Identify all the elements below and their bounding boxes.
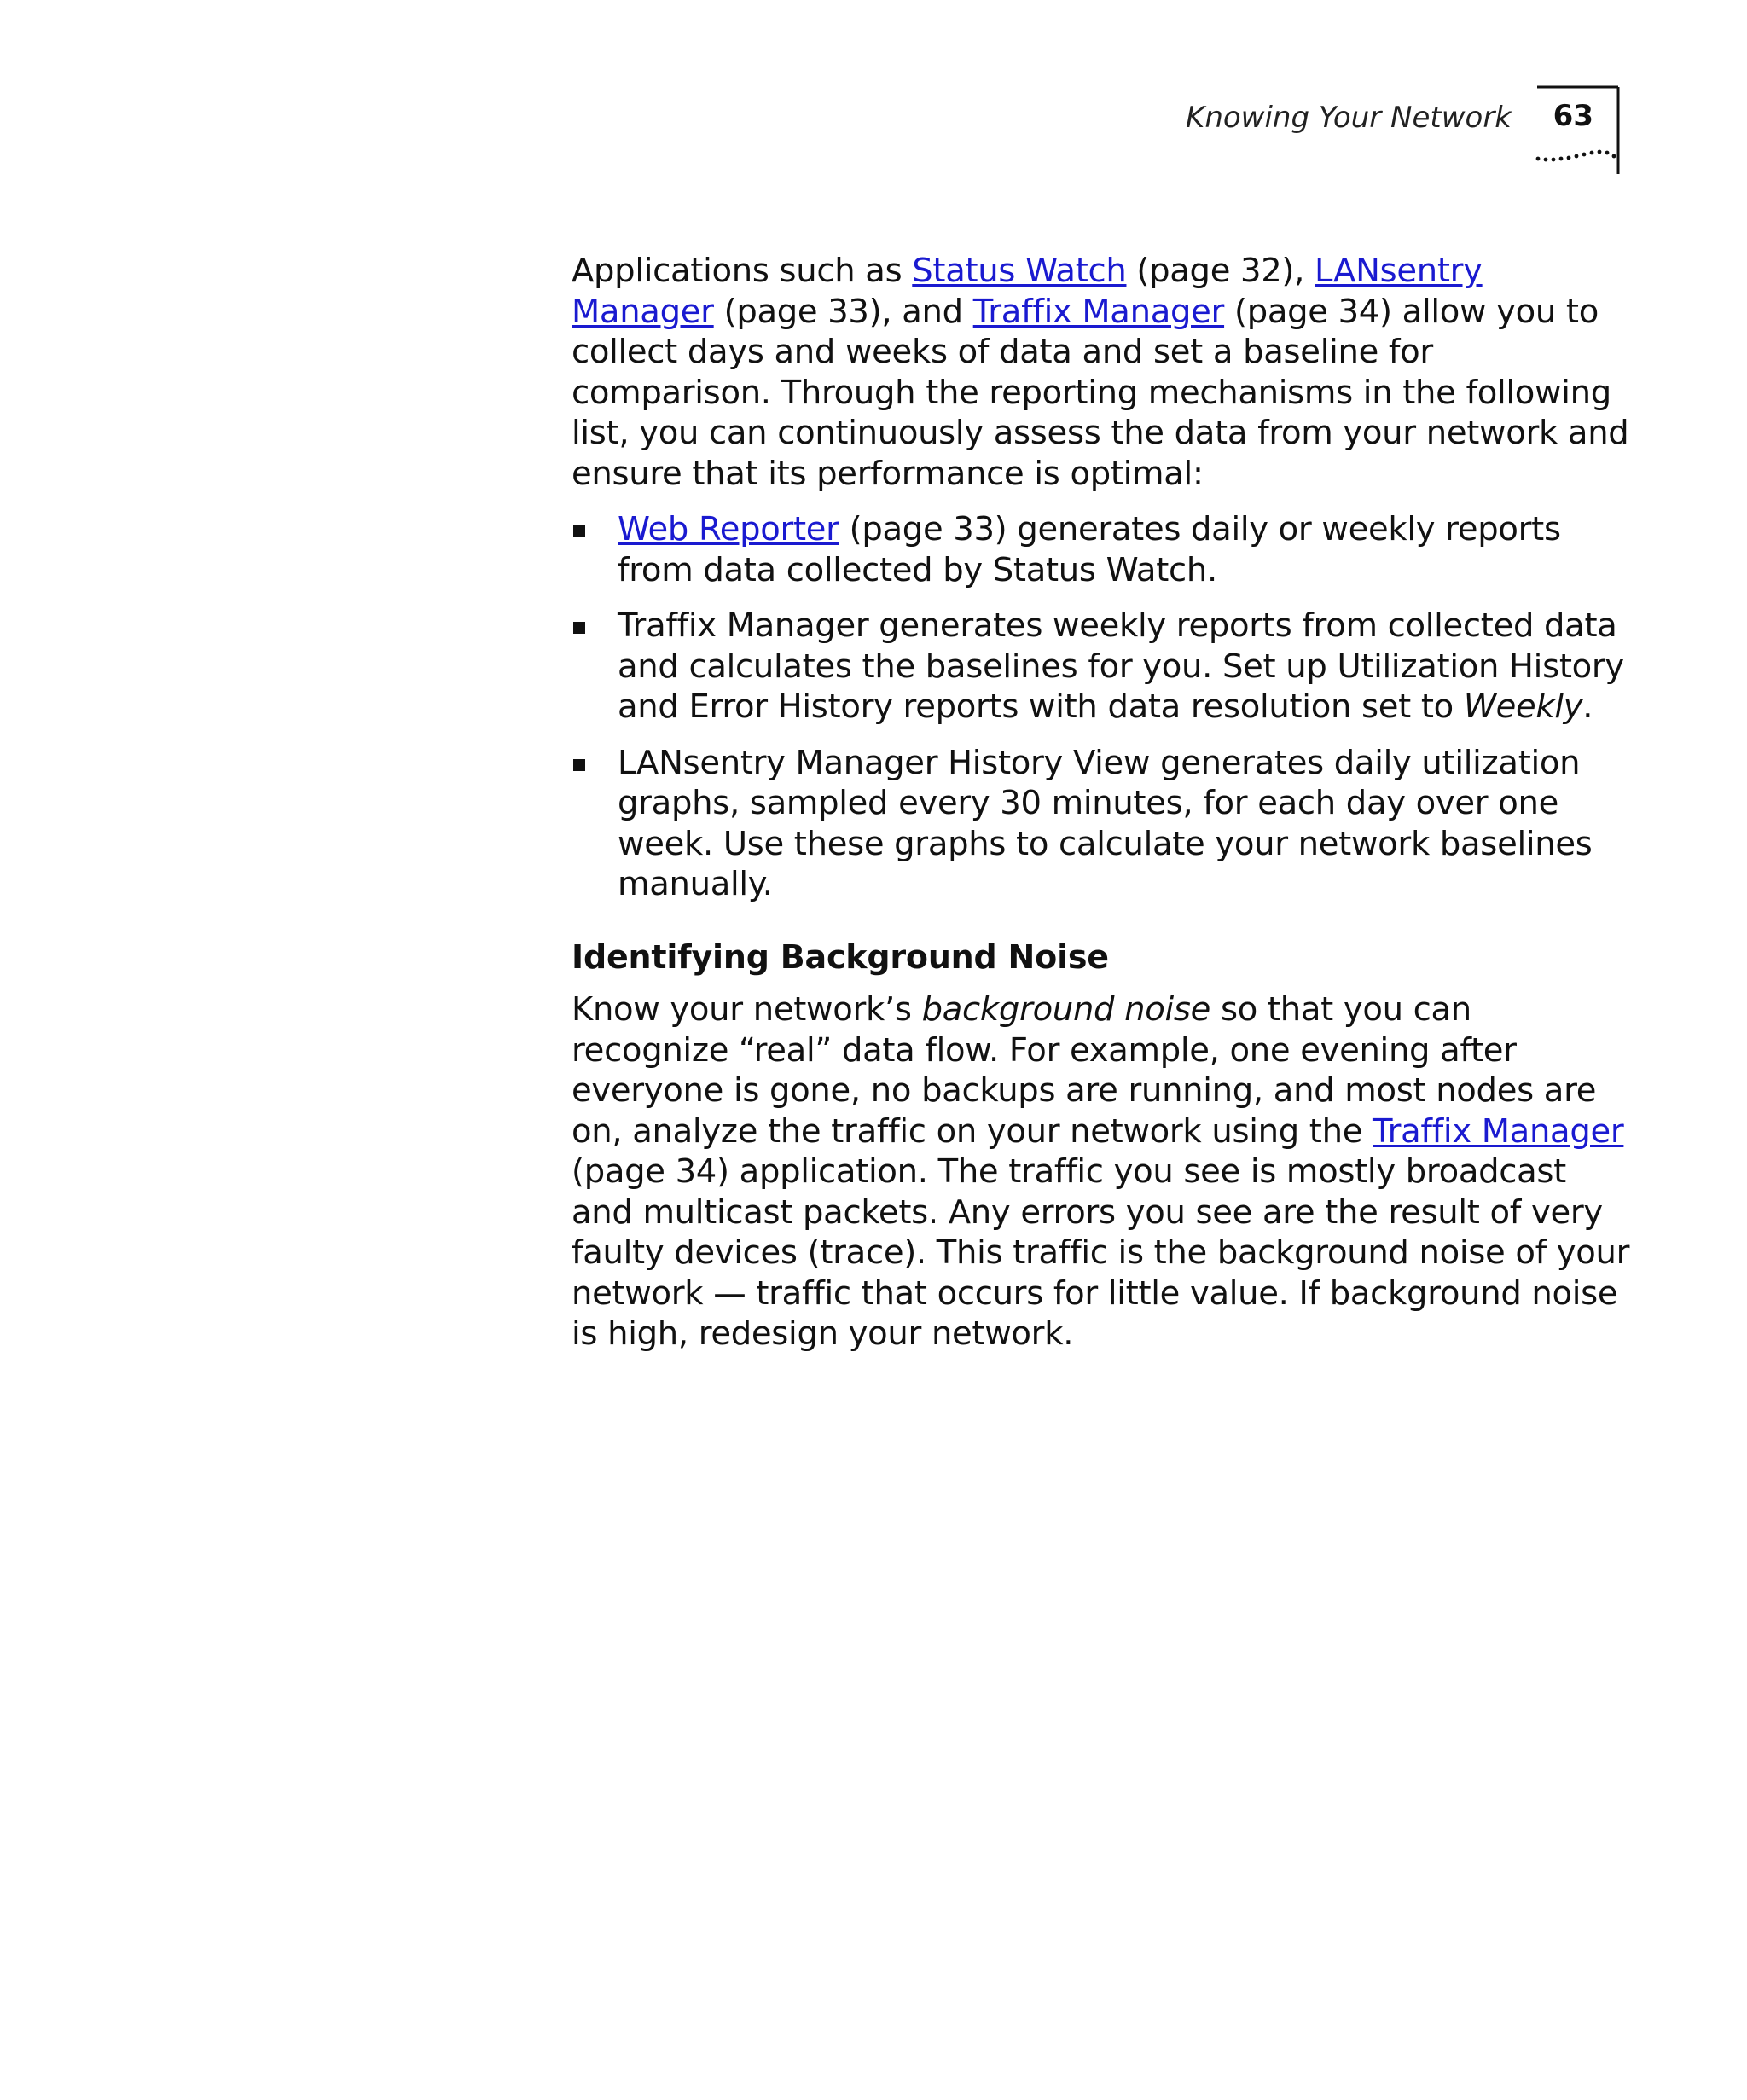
traffix-manager-link[interactable]: Traffix Manager	[972, 292, 1225, 331]
section-text-2: so that you can recognize “real” data flow. For example, one evening after everyone is gone, no backups are running, and most nodes are on, analyze the traffic on your network using the	[572, 990, 1597, 1151]
list-item	[572, 509, 1634, 590]
status-watch-link[interactable]: Status Watch	[912, 252, 1127, 290]
square-bullet-icon	[573, 525, 585, 537]
intro-text-2: (page 32),	[1126, 252, 1315, 290]
intro-text-1: Applications such as	[572, 252, 913, 290]
intro-text-3: (page 33), and	[713, 292, 973, 331]
running-title: Knowing Your Network	[1186, 101, 1512, 135]
reporting-list	[572, 509, 1634, 905]
page-header	[1109, 85, 1638, 179]
square-bullet-icon	[573, 759, 585, 771]
list-item-text: Traffix Manager generates weekly reports from collected data and calculates the baselines for you. Set up Utilization History and Error History reports with data resolution set to	[618, 606, 1624, 726]
list-item-text: LANsentry Manager History View generates daily utilization graphs, sampled every 30 minutes, for each day over one week. Use these graphs to calculate your network baselines manually.	[618, 743, 1593, 903]
square-bullet-icon	[573, 622, 585, 634]
list-item	[572, 743, 1634, 905]
list-item-emphasis: Weekly	[1463, 687, 1583, 726]
list-item-text: (page 33) generates daily or weekly reports from data collected by Status Watch.	[618, 510, 1561, 589]
section-text-3: (page 34) application. The traffic you see is mostly broadcast and multicast packets. Any errors you see are the result of very faulty devices (trace). This traffic is the background noise of your network — traffic that occurs for little value. If background noise is high, redesign your network.	[572, 1152, 1630, 1353]
section-emphasis: background noise	[921, 990, 1211, 1029]
section-heading: Identifying Background Noise	[572, 937, 1109, 976]
web-reporter-link[interactable]: Web Reporter	[618, 510, 839, 548]
page-corner-mark-icon	[1535, 85, 1621, 176]
document-body	[572, 251, 1634, 1355]
page-number: 63	[1553, 99, 1593, 133]
list-item	[572, 606, 1634, 728]
intro-paragraph	[572, 251, 1634, 494]
background-noise-paragraph	[572, 989, 1634, 1355]
list-item-tail: .	[1582, 687, 1593, 726]
traffix-manager-link-2[interactable]: Traffix Manager	[1373, 1111, 1624, 1151]
intro-text-4: (page 34) allow you to collect days and weeks of data and set a baseline for comparison. Through the reporting mechanisms in the following list, you can continuously assess the data from your network and ensure that its performance is optimal:	[572, 292, 1629, 493]
section-text-1: Know your network’s	[572, 990, 922, 1029]
lansentry-manager-link[interactable]: LANsentry Manager	[572, 252, 1483, 331]
